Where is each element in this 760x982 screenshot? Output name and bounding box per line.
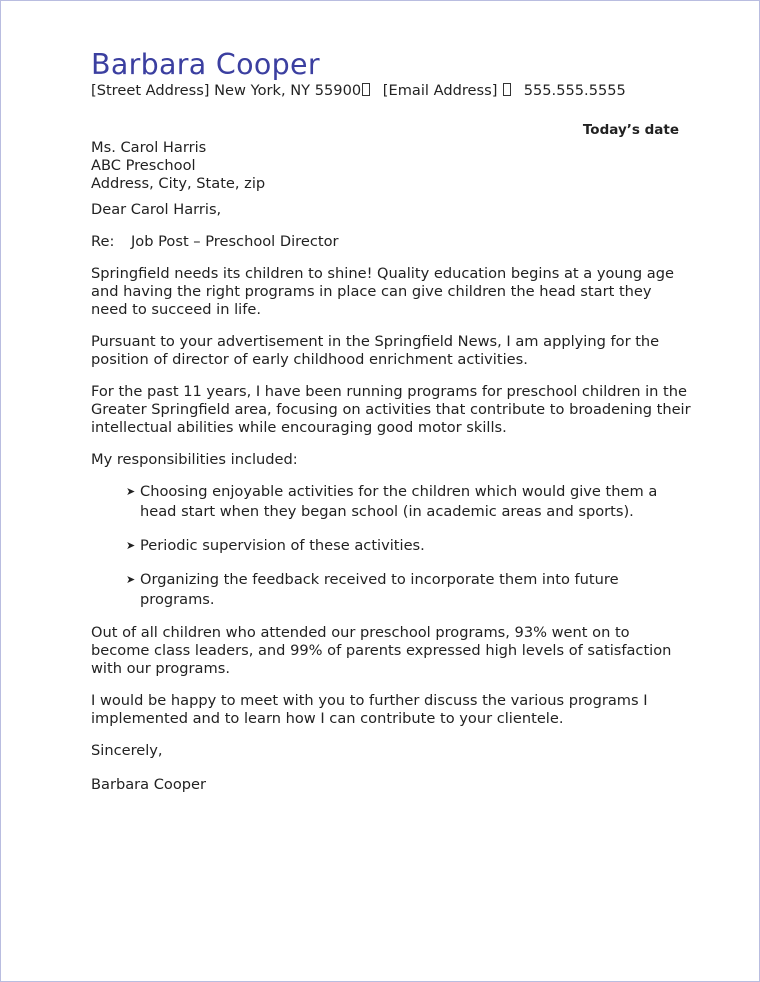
signature-name: Barbara Cooper <box>91 776 207 793</box>
body-paragraph: I would be happy to meet with you to further discuss the various programs I implemented and to learn how I can contribute to your clientele. <box>91 692 648 727</box>
list-item <box>128 482 691 522</box>
recipient-company: ABC Preschool <box>91 157 196 174</box>
arrow-bullet-icon: ➤ <box>126 539 136 552</box>
recipient-name: Ms. Carol Harris <box>91 139 207 156</box>
letter-content <box>91 48 691 794</box>
sender-name: Barbara Cooper <box>91 48 320 81</box>
body-paragraph: Springfield needs its children to shine! Quality education begins at a young age and having the right programs in place can give children the head start they need to succeed in life. <box>91 265 674 318</box>
separator-box-icon <box>503 83 511 96</box>
arrow-bullet-icon: ➤ <box>126 573 136 586</box>
list-item-text: Organizing the feedback received to incorporate them into future programs. <box>140 571 619 608</box>
body-paragraph: Pursuant to your advertisement in the Springfield News, I am applying for the position of director of early childhood enrichment activities. <box>91 333 660 368</box>
responsibilities-list <box>91 482 691 610</box>
re-subject: Job Post – Preschool Director <box>131 233 339 250</box>
recipient-block <box>91 139 691 193</box>
salutation: Dear Carol Harris, <box>91 201 222 218</box>
responsibilities-intro: My responsibilities included: <box>91 451 298 468</box>
phone-number: 555.555.5555 <box>523 82 626 99</box>
city-state-zip: New York, NY 55900 <box>214 82 362 99</box>
letter-date: Today’s date <box>582 122 679 138</box>
separator-box-icon <box>362 83 370 96</box>
re-label: Re: <box>91 233 115 250</box>
body-paragraph: For the past 11 years, I have been running programs for preschool children in the Greater Springfield area, focusing on activities that contribute to broadening their intellectual abilities while encouraging good motor skills. <box>91 383 691 436</box>
re-line <box>91 233 691 251</box>
list-item-text: Choosing enjoyable activities for the children which would give them a head start when they began school (in academic areas and sports). <box>140 483 658 520</box>
list-item <box>128 570 691 610</box>
list-item-text: Periodic supervision of these activities. <box>140 537 425 554</box>
list-item <box>128 536 691 556</box>
email-address: [Email Address] <box>382 82 498 99</box>
street-address: [Street Address] <box>91 82 210 99</box>
arrow-bullet-icon: ➤ <box>126 485 136 498</box>
body-paragraph: Out of all children who attended our preschool programs, 93% went on to become class leaders, and 99% of parents expressed high levels of satisfaction with our programs. <box>91 624 672 677</box>
closing: Sincerely, <box>91 742 163 759</box>
sender-contact-line <box>91 82 691 100</box>
recipient-address: Address, City, State, zip <box>91 175 266 192</box>
